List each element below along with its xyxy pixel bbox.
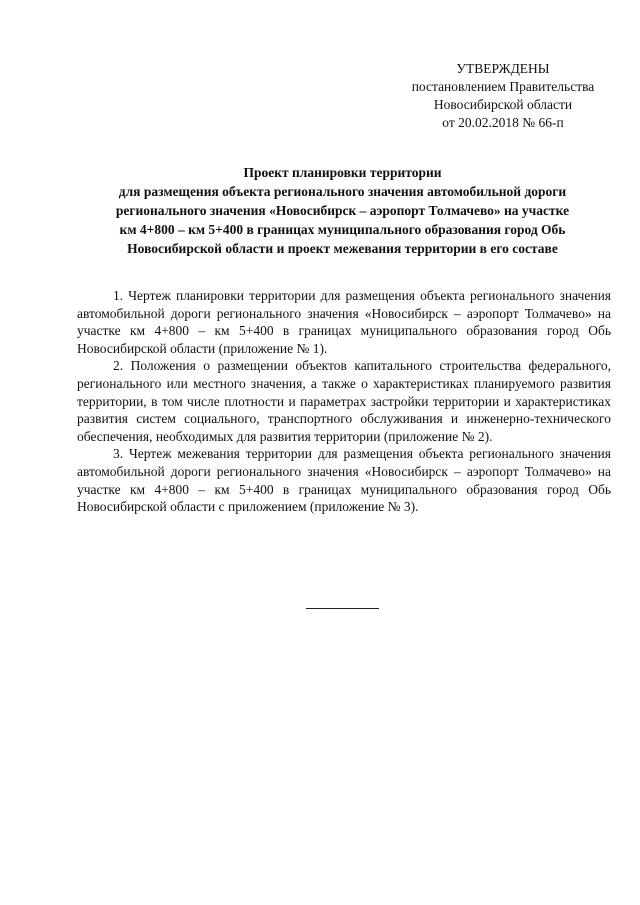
- list-item-2: 2. Положения о размещении объектов капитального строительства федерального, регионального или местного значения, а также о характеристиках планируемого развития территории, в том числе плотности и параметрах застройки территории и характеристиках развития систем социального, транспортного обслуживания и инженерно-технического обеспечения, необходимых для развития территории (приложение № 2).: [77, 358, 611, 444]
- title-line: Проект планировки территории: [243, 165, 442, 180]
- approval-date-number: от 20.02.2018 № 66-п: [442, 115, 564, 130]
- document-body: [77, 287, 611, 516]
- approval-region: Новосибирской области: [433, 97, 573, 112]
- title-line: регионального значения «Новосибирск – аэропорт Толмачево» на участке: [115, 203, 570, 218]
- approval-resolution: постановлением Правительства: [411, 79, 595, 94]
- list-item-3: 3. Чертеж межевания территории для размещения объекта регионального значения автомобильной дороги регионального значения «Новосибирск – аэропорт Толмачево» на участке км 4+800 – км 5+400 в границах муниципального образования город Обь Новосибирской области с приложением (приложение № 3).: [77, 446, 611, 515]
- end-separator-line: [306, 608, 379, 609]
- document-title: [70, 163, 615, 258]
- title-line: Новосибирской области и проект межевания территории в его составе: [127, 241, 558, 256]
- title-line: км 4+800 – км 5+400 в границах муниципального образования город Обь: [119, 222, 566, 237]
- title-line: для размещения объекта регионального значения автомобильной дороги: [118, 184, 567, 199]
- approval-heading: УТВЕРЖДЕНЫ: [456, 61, 550, 76]
- list-item-1: 1. Чертеж планировки территории для размещения объекта регионального значения автомобильной дороги регионального значения «Новосибирск – аэропорт Толмачево» на участке км 4+800 – км 5+400 в границах муниципального образования город Обь Новосибирской области (приложение № 1).: [77, 288, 611, 356]
- approval-stamp: [392, 60, 614, 132]
